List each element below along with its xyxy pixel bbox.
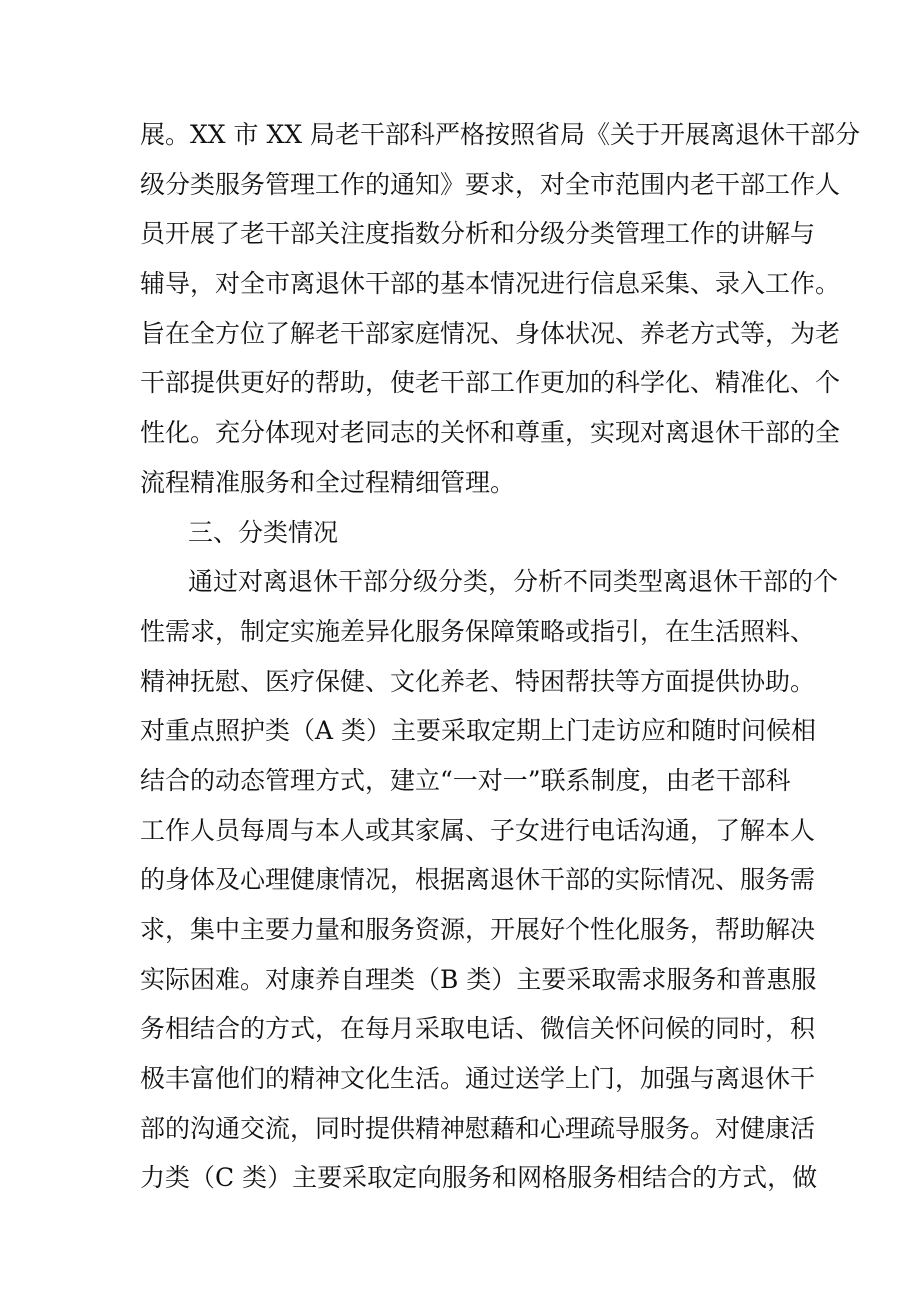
paragraph-line: 辅导，对全市离退休干部的基本情况进行信息采集、录入工作。 — [140, 269, 841, 299]
paragraph-line: 对重点照护类（A 类）主要采取定期上门走访应和随时问候相 — [140, 716, 817, 746]
paragraph-line: 工作人员每周与本人或其家属、子女进行电话沟通，了解本人 — [140, 815, 816, 845]
paragraph-line: 求，集中主要力量和服务资源，开展好个性化服务，帮助解决 — [140, 915, 816, 944]
paragraph-line: 极丰富他们的精神文化生活。通过送学上门，加强与离退休干 — [140, 1064, 816, 1094]
paragraph-line: 部的沟通交流，同时提供精神慰藉和心理疏导服务。对健康活 — [140, 1113, 816, 1143]
paragraph-line: 务相结合的方式，在每月采取电话、微信关怀问候的同时，积 — [140, 1014, 816, 1044]
paragraph-line: 员开展了老干部关注度指数分析和分级分类管理工作的讲解与 — [140, 219, 816, 249]
document-body — [140, 110, 861, 1203]
paragraph-line: 干部提供更好的帮助，使老干部工作更加的科学化、精准化、个 — [140, 368, 841, 398]
section-heading: 三、分类情况 — [188, 517, 339, 547]
paragraph-line: 性需求，制定实施差异化服务保障策略或指引，在生活照料、 — [140, 616, 816, 646]
paragraph-line: 旨在全方位了解老干部家庭情况、身体状况、养老方式等，为老 — [140, 318, 841, 348]
paragraph-line: 流程精准服务和全过程精细管理。 — [140, 467, 516, 497]
paragraph-line: 精神抚慰、医疗保健、文化养老、特困帮扶等方面提供协助。 — [140, 666, 816, 696]
paragraph-line: 级分类服务管理工作的通知》要求，对全市范围内老干部工作人 — [140, 169, 841, 199]
paragraph-line: 展。XX 市 XX 局老干部科严格按照省局《关于开展离退休干部分 — [140, 120, 861, 149]
paragraph-line: 实际困难。对康养自理类（B 类）主要采取需求服务和普惠服 — [140, 964, 817, 994]
paragraph-line: 通过对离退休干部分级分类，分析不同类型离退休干部的个 — [188, 567, 839, 597]
paragraph-line: 性化。充分体现对老同志的关怀和尊重，实现对离退休干部的全 — [140, 418, 841, 448]
paragraph-line: 的身体及心理健康情况，根据离退休干部的实际情况、服务需 — [140, 865, 816, 895]
paragraph-line: 结合的动态管理方式，建立“一对一”联系制度，由老干部科 — [140, 765, 791, 795]
paragraph-line: 力类（C 类）主要采取定向服务和网格服务相结合的方式，做 — [140, 1163, 818, 1193]
